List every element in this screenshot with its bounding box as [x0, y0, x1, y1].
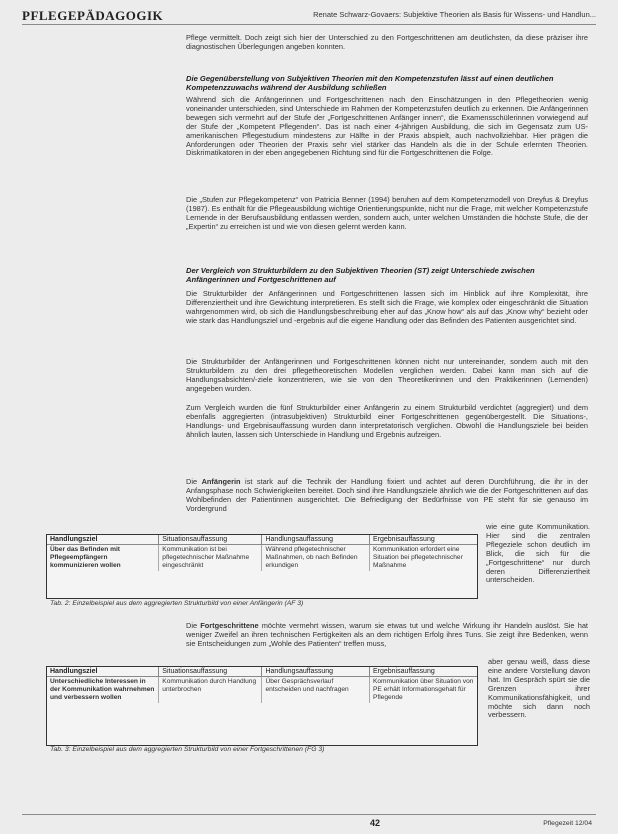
footer-rule	[22, 814, 596, 815]
paragraph-strukturbilder: Die Strukturbilder der Anfängerinnen und Fortgeschrittenen lassen sich im Hinblick auf ihre Komplexität, ihre Differenziertheit und ihre Gewichtung interpretieren. Es stellt sich die Frage, wie komplex oder eingeschränkt die Situation wahrgenommen wird, ob sich die Handlungsbeschreibung eher auf das „Know how“ als auf das „Know why“ bezieht oder wie stark das Handlungsziel und -ergebnis auf die eigene Handlung oder das Befinden des Patienten ausgerichtet sind.	[186, 289, 588, 325]
paragraph-fortgeschrittene: Die Fortgeschrittene möchte vermehrt wissen, warum sie etwas tut und welche Wirkung ihr Handeln auslöst. Sie hat weniger Zweifel an ihren technischen Fertigkeiten als an dem richtigen Erfolg ihres Tuns. Sie zeigt ihre Bedenken, wenn sie Entscheidungen zum „Wohle des Patienten“ treffen muss,	[186, 621, 588, 648]
table-anfaengerin	[46, 534, 478, 599]
table-fortgeschrittene	[46, 666, 478, 746]
section-heading-strukturbilder: Der Vergleich von Strukturbildern zu den Subjektiven Theorien (ST) zeigt Unterschiede zwischen Anfängerinnen und Fortgeschrittenen auf	[186, 266, 535, 284]
paragraph-benner: Die „Stufen zur Pflegekompetenz“ von Patricia Benner (1994) beruhen auf dem Kompetenzmodell von Dreyfus & Dreyfus (1987). Es enthält für die Pflegeausbildung wichtige Orientierungspunkte, nicht nur die Frage, mit welcher Kompetenzstufe Lernende in der Berufsausbildung entlassen werden, sondern auch, unter welchen Umständen die höchste Stufe, die der „Expertin“ zu erreichen ist und wie von diesen gelernt werden kann.	[186, 195, 588, 231]
running-title: Renate Schwarz-Govaers: Subjektive Theorien als Basis für Wissens- und Handlun...	[313, 10, 596, 19]
sidebar-text-anfaengerin: wie eine gute Kommunikation. Hier sind die zentralen Pflegeziele schon deutlich im Blick, die sich für die „Fortgeschrittene“ nur durch deren Differenziertheit unterscheiden.	[486, 522, 590, 585]
sidebar-text-fortgeschrittene: aber genau weiß, dass diese eine andere Vorstellung davon hat. Im Gespräch spürt sie die Grenzen ihrer Kommunikationsfähigkeit, und möchte sich dann noch verbessern.	[488, 657, 590, 720]
table-caption-1: Tab. 2: Einzelbeispiel aus dem aggregierten Strukturbild von einer Anfängerin (AF 3)	[50, 600, 304, 607]
paragraph-anfaengerin: Die Anfängerin ist stark auf die Technik der Handlung fixiert und achtet auf deren Durchführung, die ihr in der Anfangsphase noch Schwierigkeiten bereitet. Doch sind ihre Handlungsziele ähnlich wie die der Fortgeschrittenen auf das Wohlbefinden der Patientinnen ausgerichtet. Die Befriedigung der Bedürfnisse von PE steht für sie genauso im Vordergrund	[186, 477, 588, 513]
table-header-row: Handlungsziel Situationsauffassung Handlungsauffassung Ergebnisauffassung	[47, 535, 477, 545]
issue-label: Pflegezeit 12/04	[543, 820, 592, 827]
table-row: Über das Befinden mit Pflegeempfängern kommunizieren wollen Kommunikation ist bei pflegetechnischer Maßnahme eingeschränkt Während pflegetechnischer Maßnahmen, ob nach Befinden erkundigen Kommunikation erfordert eine Situation bei pflegetechnischer Maßnahme	[47, 545, 477, 572]
page-number: 42	[370, 818, 381, 828]
table-row: Unterschiedliche Interessen in der Kommunikation wahrnehmen und verbessern wollen Kommunikation durch Handlung unterbrochen Über Gesprächsverlauf entscheiden und nachfragen Kommunikation über Situation von PE erhält Informationsgehalt für Pflegende	[47, 677, 477, 704]
paragraph-kompetenzstufen: Während sich die Anfängerinnen und Fortgeschrittenen nach den Einschätzungen in den Pflegetheorien wenig voneinander unterschieden, sind Unterschiede im Rahmen der Kompetenzstufen deutlich zu erkennen. Die Anfängerinnen bewegen sich vermehrt auf der Stufe der „Fortgeschrittenen Anfänger innen“, die Examensschülerinnen vorwiegend auf der Stufe der „Kompetent Pflegenden“. Das ist nach einer 4-jährigen Ausbildung, die sich im Gegensatz zum US-amerikanischen Pflegestudium mindestens zur Hälfte in der Praxis abspielt, auch nachvollziehbar. Hier prägen die Anforderungen oder Theorien der Praxis sehr viel stärker das Handeln als die in der Schule erlernten Theorien. Diskrimatikatoren in der eben angegebenen Richtung sind für die Fortgeschrittenen die Folge.	[186, 95, 588, 158]
paragraph-vergleich: Die Strukturbilder der Anfängerinnen und Fortgeschrittenen können nicht nur untereinander, sondern auch mit den Strukturbildern zu den drei pflegetheoretischen Modellen verglichen werden. Dabei kann man sich auf die Handlungsabsichten/-ziele konzentrieren, wie sie von den Theoretikerinnen und den Praktikerinnen (Lernenden) angegeben wurden.	[186, 357, 588, 393]
section-heading-kompetenz: Die Gegenüberstellung von Subjektiven Theorien mit den Kompetenzstufen lässt auf einen deutlichen Kompetenzzuwachs während der Ausbildung schließen	[186, 74, 554, 92]
paragraph-aggregation: Zum Vergleich wurden die fünf Strukturbilder einer Anfängerin zu einem Strukturbild verdichtet (aggregiert) und dem ebenfalls aggregierten (intrasubjektiven) Strukturbild einer Fortgeschrittenen gegenübergestellt. Die Situations-, Handlungs- und Ergebnisauffassung wurden dann interpretatorisch verglichen. Obwohl die Handlungsziele bei beiden ähnlich lauten, lassen sich Unterschiede in Handlung und Ergebnis aufzeigen.	[186, 403, 588, 439]
journal-logo: PFLEGEPÄDAGOGIK	[22, 8, 164, 23]
table-caption-2: Tab. 3: Einzelbeispiel aus dem aggregierten Strukturbild von einer Fortgeschrittenen (FG 3)	[50, 746, 325, 753]
paragraph-intro: Pflege vermittelt. Doch zeigt sich hier der Unterschied zu den Fortgeschrittenen am deutlichsten, da diese präziser ihre diagnostischen Überlegungen angeben konnten.	[186, 33, 588, 51]
page-header	[22, 6, 596, 25]
table-header-row: Handlungsziel Situationsauffassung Handlungsauffassung Ergebnisauffassung	[47, 667, 477, 677]
